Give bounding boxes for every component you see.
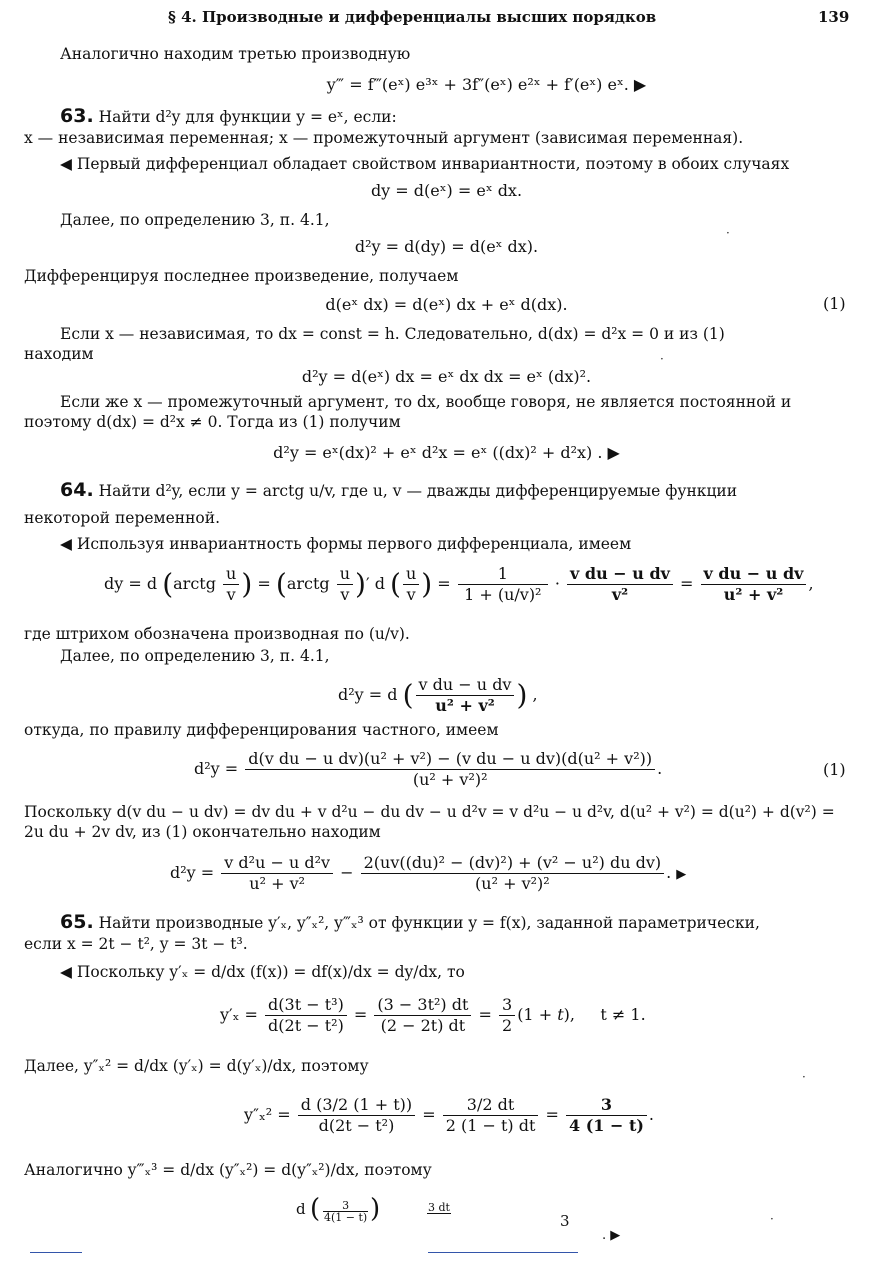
paragraph-line: Аналогично y‴ₓ³ = d/dx (y″ₓ²) = d(y″ₓ²)/dx, поэтому (24, 1161, 432, 1179)
fraction: $\frac{3/2 dt}{2 (1 - t) dt}$ (443, 1095, 539, 1136)
paragraph-line: Если же x — промежуточный аргумент, то dx, вообще говоря, не является постоянной и (60, 393, 792, 411)
paragraph-line: ◀ Первый дифференциал обладает свойством инвариантности, поэтому в обоих случаях (60, 155, 790, 173)
equation-independent-case: d²y = d(eˣ) dx = eˣ dx dx = eˣ (dx)². (301, 367, 592, 386)
section-title: § 4. Производные и дифференциалы высших порядков (168, 8, 657, 26)
paragraph-line: Если x — независимая, то dx = const = h. Следовательно, d(dx) = d²x = 0 и из (1) (60, 325, 725, 343)
footer-link-rule (30, 1252, 82, 1253)
equation-third-derivative: y‴ = f‴(eˣ) e³ˣ + 3f″(eˣ) e²ˣ + f′(eˣ) eˣ. ▶ (326, 75, 647, 94)
end-marker: . ▶ (602, 1228, 621, 1243)
fraction: $\frac{\text{(3 − 3t²) dt}}{(2 - 2t) dt}$ (374, 995, 471, 1036)
paragraph-line: Далее, y″ₓ² = d/dx (y′ₓ) = d(y′ₓ)/dx, поэтому (24, 1057, 369, 1075)
equation-lhs: d²y = d (338, 685, 398, 704)
paragraph-line: Далее, по определению 3, п. 4.1, (60, 211, 330, 229)
equation-dependent-case: d²y = eˣ(dx)² + eˣ d²x = eˣ ((dx)² + d²x) . ▶ (273, 443, 620, 462)
equation-label: (1) (823, 294, 846, 313)
fraction: $\frac{\text{v du − u dv}}{\text{u² + v²}}$ (416, 675, 515, 716)
equation-lhs: y′ₓ = (220, 1005, 258, 1024)
equation-quotient-rule: d²y = $\frac{\text{d(v du − u dv)(u² + v²) − (v du − u dv)(d(u² + v²))}}{\text{(u² + v²)²}}$ . (194, 749, 663, 789)
fraction: $\frac{3}{2}$ (499, 995, 515, 1036)
equation-third-derivative-param-cut: d ( 3 4(1 − t) ) 3 dt 3 (296, 1194, 570, 1228)
condition: t ≠ 1. (600, 1005, 646, 1024)
equation-lhs: d (296, 1200, 306, 1218)
equation-final-d2y: d²y = $\frac{\text{v d²u − u d²v}}{\text{u² + v²}}$ − $\frac{\text{2(uv((du)² − (dv)²) + (v² − u²) du dv)}}{\text{(u² + v²)²}}$ . ▶ (170, 853, 687, 893)
paragraph-line: если x = 2t − t², y = 3t − t³. (24, 935, 248, 953)
page-number: 139 (818, 8, 850, 26)
problem-number: 64. (60, 479, 94, 501)
fraction: $\frac{1}{\text{1 + (u/v)²}}$ (458, 564, 548, 605)
equation-lhs: dy = d (104, 574, 158, 593)
fraction-numerator: 3 (560, 1212, 570, 1228)
paragraph-line: где штрихом обозначена производная по (u/v). (24, 625, 410, 643)
fraction: $\frac{\text{v du − u dv}}{\text{v²}}$ (567, 564, 673, 605)
fraction: $\frac{d (3/2 (1 + t))}{\text{d(2t − t²)}}$ (298, 1095, 415, 1136)
fraction: $\frac{\text{v d²u − u d²v}}{\text{u² + v²}}$ (221, 853, 333, 894)
scan-speck: · (660, 352, 664, 366)
equation-first-diff-arctg: dy = d (arctg $\frac{u}{v}$ ) = (arctg $\frac{u}{v}$ )′ d ( $\frac{u}{v}$ ) = $\frac{1}{\text{1 + (u/v)²}}$ · $\frac{\text{v du − u dv}}{\text{v²}}$ = $\frac{\text{v du − u dv}}{\text{u² + v²}}$ , (104, 564, 814, 604)
problem-statement: Найти производные y′ₓ, y″ₓ², y‴ₓ³ от функции y = f(x), заданной параметрически, (98, 914, 760, 932)
fraction: $\frac{\text{d(3t − t³)}}{\text{d(2t − t²)}}$ (265, 995, 347, 1036)
problem-number: 63. (60, 105, 94, 127)
running-header (0, 6, 893, 28)
fraction-u-over-v: $\frac{u}{v}$ (223, 564, 239, 605)
paragraph-line: поэтому d(dx) = d²x ≠ 0. Тогда из (1) получим (24, 413, 401, 431)
fraction: $\frac{\text{d(v du − u dv)(u² + v²) − (v du − u dv)(d(u² + v²))}}{\text{(u² + v²)²}}$ (245, 749, 655, 790)
equation-d2y-definition: d²y = d ( $\frac{\text{v du − u dv}}{\text{u² + v²}}$ ) , (338, 675, 538, 715)
equation-lhs: d²y = (170, 863, 215, 882)
paragraph-line: Далее, по определению 3, п. 4.1, (60, 647, 330, 665)
footer-link-rule (428, 1252, 578, 1253)
problem-65 (60, 912, 760, 933)
paragraph-line: Поскольку d(v du − u dv) = dv du + v d²u − du dv − u d²v = v d²u − u d²v, d(u² + v²) = d(u²) + d(v²) = (24, 803, 835, 821)
fraction: 3 4(1 − t) (324, 1199, 368, 1224)
equation-second-derivative-param: y″ₓ² = $\frac{d (3/2 (1 + t))}{\text{d(2t − t²)}}$ = $\frac{3/2 dt}{2 (1 - t) dt}$ = $\frac{3}{4 (1 - t)}$ . (244, 1095, 654, 1135)
equation-first-derivative-param: y′ₓ = $\frac{\text{d(3t − t³)}}{\text{d(2t − t²)}}$ = $\frac{\text{(3 − 3t²) dt}}{(2 - 2t) dt}$ = $\frac{3}{2}$ (1 + t), t ≠ 1. (220, 995, 646, 1035)
paragraph-line: 2u du + 2v dv, из (1) окончательно находим (24, 823, 381, 841)
equation-product-differential: d(eˣ dx) = d(eˣ) dx + eˣ d(dx). (325, 295, 568, 314)
fraction-u-over-v: $\frac{u}{v}$ (337, 564, 353, 605)
equation-lhs: d²y = (194, 759, 239, 778)
scan-speck: · (726, 226, 730, 240)
fraction: 3 dt (428, 1201, 450, 1214)
paragraph-line: x — независимая переменная; x — промежуточный аргумент (зависимая переменная). (24, 129, 744, 147)
problem-number: 65. (60, 911, 94, 933)
fraction-u-over-v: $\frac{u}{v}$ (403, 564, 419, 605)
fraction: $\frac{3}{4 (1 - t)}$ (566, 1095, 647, 1136)
equation-label: (1) (823, 760, 846, 779)
paragraph-line: ◀ Используя инвариантность формы первого дифференциала, имеем (60, 535, 632, 553)
equation-lhs: y″ₓ² = (244, 1105, 291, 1124)
fraction: $\frac{\text{2(uv((du)² − (dv)²) + (v² − u²) du dv)}}{\text{(u² + v²)²}}$ (361, 853, 665, 894)
equation-first-differential: dy = d(eˣ) = eˣ dx. (370, 181, 523, 200)
equation-second-differential: d²y = d(dy) = d(eˣ dx). (354, 237, 539, 256)
scan-speck: · (802, 1070, 806, 1084)
scan-speck: · (770, 1212, 774, 1226)
problem-63 (60, 106, 397, 127)
paragraph-line: находим (24, 345, 94, 363)
problem-64 (60, 480, 737, 501)
problem-statement: Найти d²y, если y = arctg u/v, где u, v — дважды дифференцируемые функции (98, 482, 738, 500)
paragraph-line: некоторой переменной. (24, 509, 221, 527)
paragraph-line: Дифференцируя последнее произведение, получаем (24, 267, 459, 285)
paragraph-line: Аналогично находим третью производную (60, 45, 411, 63)
paragraph-line: ◀ Поскольку y′ₓ = d/dx (f(x)) = df(x)/dx = dy/dx, то (60, 963, 465, 981)
paragraph-line: откуда, по правилу дифференцирования частного, имеем (24, 721, 499, 739)
fraction: $\frac{\text{v du − u dv}}{\text{u² + v²}}$ (701, 564, 807, 605)
problem-statement: Найти d²y для функции y = eˣ, если: (98, 108, 397, 126)
